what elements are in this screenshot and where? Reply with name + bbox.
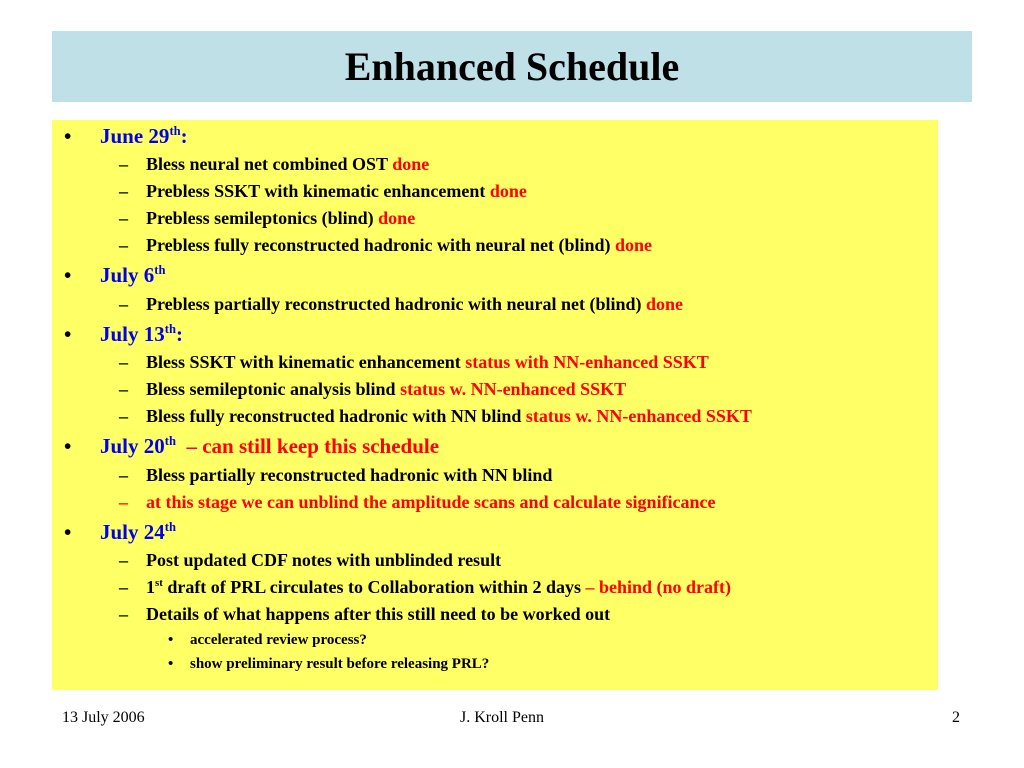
sub-item bbox=[146, 154, 429, 175]
item-colon: : bbox=[175, 322, 183, 346]
item-date: June 29 bbox=[100, 124, 170, 148]
sub-item-text: Bless semileptonic analysis blind bbox=[146, 379, 401, 399]
dash-icon: – bbox=[119, 352, 128, 372]
sub-item-text: Bless neural net combined OST bbox=[146, 154, 393, 174]
sub-item bbox=[146, 604, 610, 625]
dash-icon: – bbox=[119, 406, 128, 426]
bullet-icon: • bbox=[64, 434, 72, 458]
dash-icon: – bbox=[119, 604, 128, 624]
ordinal-suffix: th bbox=[154, 263, 166, 277]
sub-item bbox=[146, 550, 501, 571]
sub-item bbox=[146, 577, 731, 598]
sub-item bbox=[146, 406, 752, 427]
sub-item-text: Prebless partially reconstructed hadronic with neural net (blind) bbox=[146, 294, 647, 314]
dash-icon: – bbox=[119, 181, 128, 201]
dash-icon: – bbox=[119, 379, 128, 399]
sub-sub-item bbox=[190, 632, 367, 649]
sub-item-text: Prebless SSKT with kinematic enhancement bbox=[146, 181, 490, 201]
list-item-july20 bbox=[100, 434, 439, 459]
item-date: July 13 bbox=[100, 322, 165, 346]
sub-item bbox=[146, 379, 626, 400]
sub-item bbox=[146, 181, 527, 202]
sub-item-text: at this stage we can unblind the amplitude scans and calculate significance bbox=[146, 492, 716, 512]
sub-item-text: draft of PRL circulates to Collaboration within 2 days bbox=[162, 577, 586, 597]
status-text: done bbox=[378, 208, 416, 228]
dash-icon: – bbox=[119, 294, 128, 314]
bullet-icon: • bbox=[64, 124, 72, 148]
status-text: done bbox=[646, 294, 684, 314]
status-text: status w. NN-enhanced SSKT bbox=[400, 379, 627, 399]
dash-icon: – bbox=[119, 550, 128, 570]
dash-icon: – bbox=[119, 154, 128, 174]
status-text: done bbox=[615, 235, 653, 255]
status-text: done bbox=[392, 154, 430, 174]
sub-sub-item-text: accelerated review process? bbox=[190, 632, 367, 648]
dash-icon: – bbox=[119, 235, 128, 255]
ordinal-suffix: st bbox=[155, 577, 163, 589]
slide-title: Enhanced Schedule bbox=[344, 44, 680, 89]
bullet-icon: • bbox=[168, 656, 174, 672]
sub-item-text: Details of what happens after this still need to be worked out bbox=[146, 604, 611, 624]
dash-icon: – bbox=[119, 577, 128, 597]
status-text: done bbox=[489, 181, 527, 201]
status-text: status with NN-enhanced SSKT bbox=[465, 352, 709, 372]
sub-item bbox=[146, 235, 652, 256]
bullet-icon: • bbox=[168, 632, 174, 648]
sub-item-text: Bless SSKT with kinematic enhancement bbox=[146, 352, 466, 372]
sub-item bbox=[146, 492, 716, 513]
status-text: status w. NN-enhanced SSKT bbox=[525, 406, 752, 426]
sub-item-number: 1 bbox=[146, 577, 155, 597]
dash-icon: – bbox=[119, 208, 128, 228]
title-bar bbox=[52, 31, 972, 102]
sub-item-text: Bless partially reconstructed hadronic with NN blind bbox=[146, 465, 553, 485]
sub-item-text: Post updated CDF notes with unblinded result bbox=[146, 550, 502, 570]
footer-date: 13 July 2006 bbox=[62, 709, 145, 726]
status-text: – can still keep this schedule bbox=[186, 434, 440, 458]
item-date: July 24 bbox=[100, 520, 165, 544]
list-item-june29 bbox=[100, 124, 188, 149]
item-colon: : bbox=[180, 124, 188, 148]
sub-sub-item bbox=[190, 656, 489, 673]
dash-icon: – bbox=[119, 465, 128, 485]
item-date: July 6 bbox=[100, 263, 155, 287]
footer-author: J. Kroll Penn bbox=[460, 709, 544, 726]
item-date: July 20 bbox=[100, 434, 165, 458]
sub-item-text: Prebless semileptonics (blind) bbox=[146, 208, 379, 228]
sub-item bbox=[146, 465, 552, 486]
bullet-icon: • bbox=[64, 520, 72, 544]
ordinal-suffix: th bbox=[164, 520, 176, 534]
list-item-july24 bbox=[100, 520, 176, 545]
bullet-icon: • bbox=[64, 263, 72, 287]
ordinal-suffix: th bbox=[164, 434, 176, 448]
sub-sub-item-text: show preliminary result before releasing PRL? bbox=[190, 656, 490, 672]
ordinal-suffix: th bbox=[164, 322, 176, 336]
sub-item bbox=[146, 294, 683, 315]
sub-item bbox=[146, 208, 415, 229]
list-item-july6 bbox=[100, 263, 165, 288]
sub-item-text: Prebless fully reconstructed hadronic with neural net (blind) bbox=[146, 235, 616, 255]
status-text: – behind (no draft) bbox=[585, 577, 732, 597]
bullet-icon: • bbox=[64, 322, 72, 346]
dash-icon: – bbox=[119, 492, 128, 512]
sub-item-text: Bless fully reconstructed hadronic with NN blind bbox=[146, 406, 526, 426]
list-item-july13 bbox=[100, 322, 183, 347]
footer-page-number: 2 bbox=[952, 709, 960, 726]
ordinal-suffix: th bbox=[169, 124, 181, 138]
sub-item bbox=[146, 352, 709, 373]
